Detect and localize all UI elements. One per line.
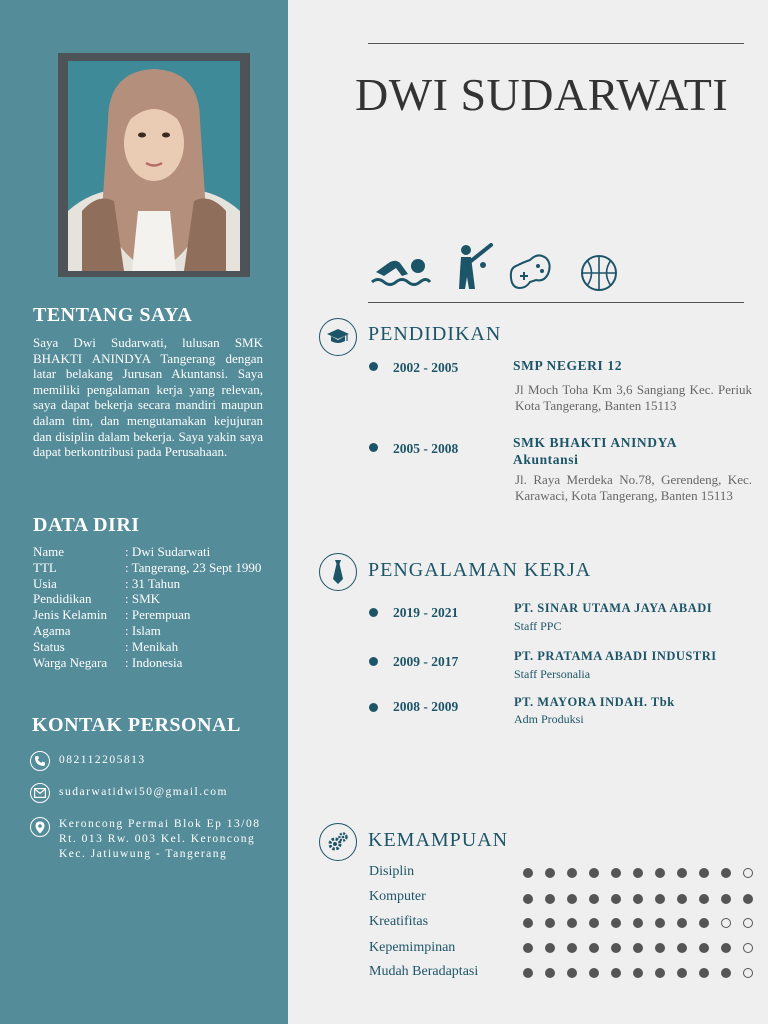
sidebar bbox=[0, 0, 288, 1024]
field-label: Name bbox=[33, 544, 65, 559]
about-text: Saya Dwi Sudarwati, lulusan SMK BHAKTI ANINDYA Tangerang dengan latar belakang Jurusan Akuntansi. Saya memiliki pengalaman kerja yang relevan, saya dapat bekerja secara mandiri maupun dalam tim, dan mengutamakan kejujuran dan disiplin dalam bekerja. Saya yakin saya dapat berkontribusi pada Perusahaan. bbox=[33, 335, 263, 460]
skill-rating bbox=[523, 894, 765, 904]
skill-rating bbox=[523, 868, 765, 878]
timeline-bullet bbox=[369, 703, 378, 712]
gamepad-icon bbox=[508, 250, 554, 297]
personal-data-row bbox=[33, 544, 261, 560]
graduation-cap-icon bbox=[319, 318, 357, 356]
filled-dot bbox=[699, 918, 709, 928]
filled-dot bbox=[589, 943, 599, 953]
skill-label: Mudah Beradaptasi bbox=[369, 964, 479, 979]
necktie-icon bbox=[319, 553, 357, 591]
field-value: : Menikah bbox=[125, 638, 179, 654]
filled-dot bbox=[677, 894, 687, 904]
skills-heading: KEMAMPUAN bbox=[368, 829, 509, 851]
job-position: Adm Produksi bbox=[514, 712, 584, 726]
empty-dot bbox=[743, 918, 753, 928]
basketball-icon bbox=[580, 254, 618, 297]
filled-dot bbox=[545, 868, 555, 878]
field-label: Pendidikan bbox=[33, 591, 92, 607]
personal-data-row bbox=[33, 591, 261, 607]
filled-dot bbox=[589, 918, 599, 928]
education-school: SMP NEGERI 12 bbox=[513, 358, 623, 373]
filled-dot bbox=[523, 918, 533, 928]
empty-dot bbox=[743, 943, 753, 953]
filled-dot bbox=[611, 868, 621, 878]
filled-dot bbox=[677, 918, 687, 928]
filled-dot bbox=[567, 968, 577, 978]
filled-dot bbox=[545, 918, 555, 928]
skill-rating bbox=[523, 943, 765, 953]
education-major: Akuntansi bbox=[513, 452, 579, 467]
company-name: PT. SINAR UTAMA JAYA ABADI bbox=[514, 601, 713, 615]
filled-dot bbox=[611, 918, 621, 928]
profile-photo-frame bbox=[58, 53, 250, 277]
envelope-icon bbox=[30, 783, 50, 803]
filled-dot bbox=[589, 868, 599, 878]
about-heading: TENTANG SAYA bbox=[33, 304, 193, 326]
filled-dot bbox=[677, 868, 687, 878]
contact-address bbox=[30, 817, 281, 862]
filled-dot bbox=[655, 894, 665, 904]
filled-dot bbox=[721, 968, 731, 978]
education-school: SMK BHAKTI ANINDYA bbox=[513, 435, 678, 450]
filled-dot bbox=[567, 868, 577, 878]
contact-email[interactable] bbox=[30, 783, 228, 803]
candidate-name: DWI SUDARWATI bbox=[355, 69, 729, 120]
filled-dot bbox=[655, 918, 665, 928]
filled-dot bbox=[589, 894, 599, 904]
experience-year: 2019 - 2021 bbox=[393, 605, 459, 620]
contact-phone[interactable] bbox=[30, 751, 146, 771]
filled-dot bbox=[545, 968, 555, 978]
swimming-icon bbox=[370, 254, 432, 295]
education-year: 2005 - 2008 bbox=[393, 441, 459, 456]
personal-data-row bbox=[33, 560, 261, 576]
timeline-bullet bbox=[369, 608, 378, 617]
filled-dot bbox=[545, 894, 555, 904]
timeline-bullet bbox=[369, 362, 378, 371]
filled-dot bbox=[721, 943, 731, 953]
filled-dot bbox=[655, 868, 665, 878]
education-address: Jl. Raya Merdeka No.78, Gerendeng, Kec. Karawaci, Kota Tangerang, Banten 15113 bbox=[515, 472, 752, 503]
personal-data-list bbox=[33, 544, 261, 670]
filled-dot bbox=[633, 868, 643, 878]
phone-icon bbox=[30, 751, 50, 771]
field-label: Usia bbox=[33, 575, 57, 591]
education-address: Jl Moch Toha Km 3,6 Sangiang Kec. Periuk Kota Tangerang, Banten 15113 bbox=[515, 382, 752, 413]
experience-year: 2008 - 2009 bbox=[393, 699, 459, 714]
email-address: sudarwatidwi50@gmail.com bbox=[59, 786, 228, 798]
field-value: : Tangerang, 23 Sept 1990 bbox=[125, 559, 262, 575]
filled-dot bbox=[633, 943, 643, 953]
filled-dot bbox=[589, 968, 599, 978]
education-year: 2002 - 2005 bbox=[393, 360, 459, 375]
skill-label: Kreatifitas bbox=[369, 914, 429, 929]
filled-dot bbox=[721, 868, 731, 878]
phone-number: 082112205813 bbox=[59, 754, 146, 766]
field-value: : Perempuan bbox=[125, 607, 191, 623]
skill-rating bbox=[523, 968, 765, 978]
filled-dot bbox=[611, 894, 621, 904]
timeline-bullet bbox=[369, 657, 378, 666]
skill-rating bbox=[523, 918, 765, 928]
filled-dot bbox=[523, 894, 533, 904]
skill-label: Kepemimpinan bbox=[369, 940, 456, 955]
filled-dot bbox=[523, 868, 533, 878]
gears-icon bbox=[319, 823, 357, 861]
experience-year: 2009 - 2017 bbox=[393, 654, 459, 669]
field-label: TTL bbox=[33, 559, 57, 575]
education-heading: PENDIDIKAN bbox=[368, 323, 502, 345]
empty-dot bbox=[743, 868, 753, 878]
contact-heading: KONTAK PERSONAL bbox=[32, 714, 241, 736]
location-pin-icon bbox=[30, 817, 50, 837]
personal-data-heading: DATA DIRI bbox=[33, 514, 140, 536]
filled-dot bbox=[633, 968, 643, 978]
personal-data-row bbox=[33, 655, 261, 671]
filled-dot bbox=[699, 943, 709, 953]
personal-data-row bbox=[33, 607, 261, 623]
field-value: : 31 Tahun bbox=[125, 575, 181, 591]
field-label: Status bbox=[33, 638, 65, 654]
header-top-rule bbox=[368, 43, 744, 44]
personal-data-row bbox=[33, 576, 261, 592]
skill-label: Disiplin bbox=[369, 864, 415, 879]
filled-dot bbox=[677, 943, 687, 953]
filled-dot bbox=[655, 943, 665, 953]
skill-label: Komputer bbox=[369, 889, 426, 904]
company-name: PT. PRATAMA ABADI INDUSTRI bbox=[514, 649, 717, 663]
field-value: : SMK bbox=[125, 591, 161, 607]
filled-dot bbox=[611, 968, 621, 978]
filled-dot bbox=[743, 894, 753, 904]
filled-dot bbox=[633, 894, 643, 904]
filled-dot bbox=[523, 968, 533, 978]
filled-dot bbox=[523, 943, 533, 953]
filled-dot bbox=[655, 968, 665, 978]
field-label: Jenis Kelamin bbox=[33, 607, 108, 623]
filled-dot bbox=[567, 918, 577, 928]
field-value: : Islam bbox=[125, 622, 161, 638]
field-label: Agama bbox=[33, 622, 71, 638]
cricket-icon bbox=[453, 243, 495, 296]
filled-dot bbox=[633, 918, 643, 928]
field-value: : Dwi Sudarwati bbox=[125, 544, 211, 559]
personal-data-row bbox=[33, 623, 261, 639]
filled-dot bbox=[567, 894, 577, 904]
field-label: Warga Negara bbox=[33, 654, 108, 670]
company-name: PT. MAYORA INDAH. Tbk bbox=[514, 695, 675, 709]
filled-dot bbox=[611, 943, 621, 953]
job-position: Staff Personalia bbox=[514, 667, 591, 681]
personal-data-row bbox=[33, 639, 261, 655]
field-value: : Indonesia bbox=[125, 654, 183, 670]
job-position: Staff PPC bbox=[514, 619, 562, 633]
empty-dot bbox=[721, 918, 731, 928]
filled-dot bbox=[699, 968, 709, 978]
home-address: Keroncong Permai Blok Ep 13/08 Rt. 013 Rw. 003 Kel. Keroncong Kec. Jatiuwung - Tangerang bbox=[59, 818, 261, 860]
filled-dot bbox=[545, 943, 555, 953]
profile-photo bbox=[68, 61, 240, 271]
header-bottom-rule bbox=[368, 302, 744, 303]
filled-dot bbox=[567, 943, 577, 953]
filled-dot bbox=[721, 894, 731, 904]
experience-heading: PENGALAMAN KERJA bbox=[368, 559, 592, 581]
filled-dot bbox=[699, 894, 709, 904]
filled-dot bbox=[699, 868, 709, 878]
filled-dot bbox=[677, 968, 687, 978]
timeline-bullet bbox=[369, 443, 378, 452]
empty-dot bbox=[743, 968, 753, 978]
